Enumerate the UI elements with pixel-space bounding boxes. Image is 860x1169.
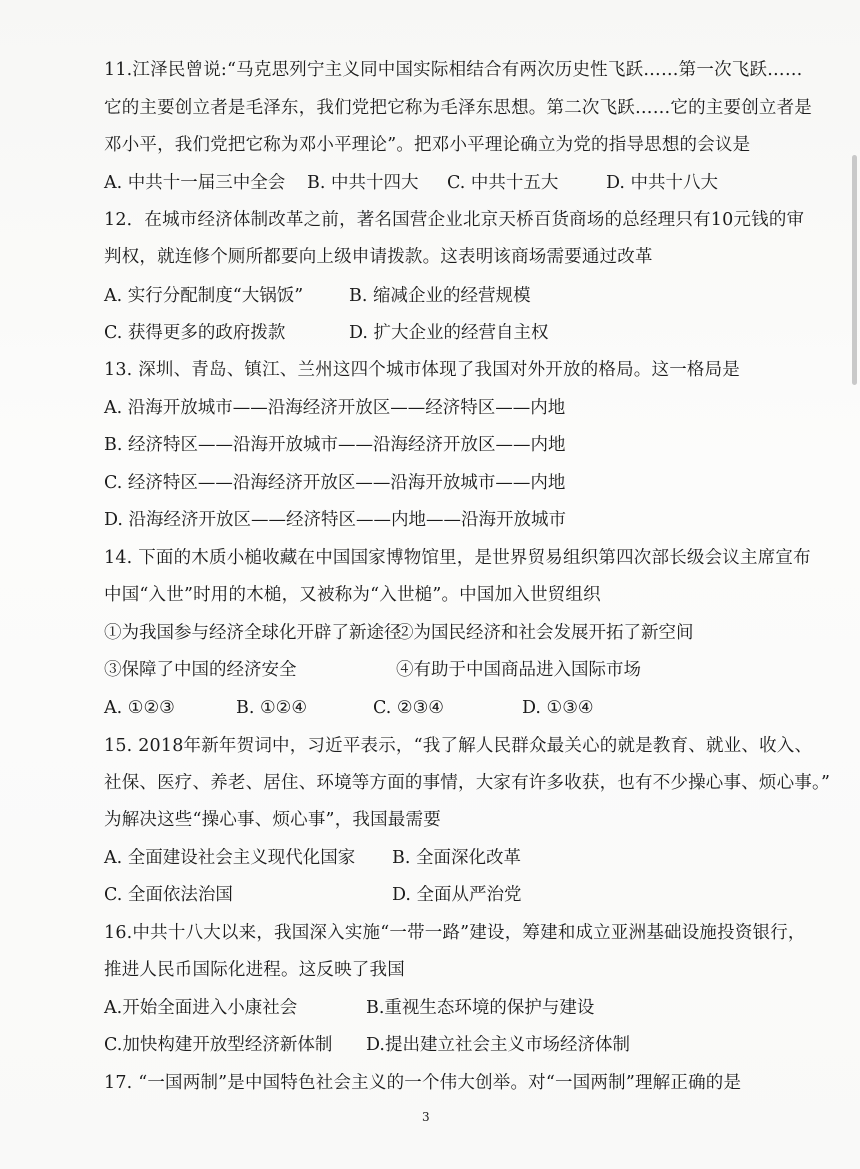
option-c: C.加快构建开放型经济新体制	[104, 1035, 333, 1055]
question-stem-line: 为解决这些“操心事、烦心事”，我国最需要	[104, 810, 441, 830]
option-c: C. 中共十五大	[447, 173, 559, 193]
question-stem-line: 12．在城市经济体制改革之前，著名国营企业北京天桥百货商场的总经理只有10元钱的审	[104, 210, 805, 230]
option-a: A. 全面建设社会主义现代化国家	[104, 848, 356, 868]
option-d: D. ①③④	[522, 698, 594, 718]
option-d: D. 全面从严治党	[392, 885, 522, 905]
question-stem-line: 16.中共十八大以来，我国深入实施“一带一路”建设，筹建和成立亚洲基础设施投资银行，	[104, 923, 806, 943]
option-b: B. 全面深化改革	[392, 848, 521, 868]
option-c: C. 经济特区——沿海经济开放区——沿海开放城市——内地	[104, 473, 566, 493]
question-stem-line: 13. 深圳、青岛、镇江、兰州这四个城市体现了我国对外开放的格局。这一格局是	[104, 360, 740, 380]
question-stem-line: 邓小平，我们党把它称为邓小平理论”。把邓小平理论确立为党的指导思想的会议是	[104, 135, 751, 155]
statement-2: ②为国民经济和社会发展开拓了新空间	[396, 623, 694, 643]
option-c: C. 全面依法治国	[104, 885, 233, 905]
option-b: B. 经济特区——沿海开放城市——沿海经济开放区——内地	[104, 435, 566, 455]
question-stem-line: 11.江泽民曾说:“马克思列宁主义同中国实际相结合有两次历史性飞跃……第一次飞跃……	[104, 60, 803, 80]
option-b: B. 中共十四大	[307, 173, 419, 193]
option-d: D. 扩大企业的经营自主权	[349, 323, 549, 343]
statement-4: ④有助于中国商品进入国际市场	[396, 660, 641, 680]
option-a: A. ①②③	[104, 698, 175, 718]
option-b: B. 缩减企业的经营规模	[349, 286, 531, 306]
page-number: 3	[422, 1110, 430, 1124]
scrollbar-thumb[interactable]	[852, 155, 857, 385]
question-stem-line: 判权，就连修个厕所都要向上级申请拨款。这表明该商场需要通过改革	[104, 247, 653, 267]
option-c: C. 获得更多的政府拨款	[104, 323, 286, 343]
option-a: A.开始全面进入小康社会	[104, 998, 298, 1018]
option-b: B.重视生态环境的保护与建设	[366, 998, 595, 1018]
option-d: D. 中共十八大	[606, 173, 719, 193]
option-a: A. 沿海开放城市——沿海经济开放区——经济特区——内地	[104, 398, 566, 418]
option-b: B. ①②④	[236, 698, 308, 718]
option-a: A. 中共十一届三中全会	[104, 173, 286, 193]
statement-3: ③保障了中国的经济安全	[104, 660, 297, 680]
question-stem-line: 中国“入世”时用的木槌，又被称为“入世槌”。中国加入世贸组织	[104, 585, 601, 605]
statement-1: ①为我国参与经济全球化开辟了新途径	[104, 623, 402, 643]
option-d: D.提出建立社会主义市场经济体制	[366, 1035, 630, 1055]
option-d: D. 沿海经济开放区——经济特区——内地——沿海开放城市	[104, 510, 567, 530]
question-stem-line: 社保、医疗、养老、居住、环境等方面的事情，大家有许多收获，也有不少操心事、烦心事。”	[104, 773, 831, 793]
option-a: A. 实行分配制度“大锅饭”	[104, 286, 304, 306]
question-stem-line: 14. 下面的木质小槌收藏在中国国家博物馆里，是世界贸易组织第四次部长级会议主席宣布	[104, 548, 811, 568]
option-c: C. ②③④	[373, 698, 444, 718]
question-stem-line: 推进人民币国际化进程。这反映了我国	[104, 960, 405, 980]
question-stem-line: 它的主要创立者是毛泽东，我们党把它称为毛泽东思想。第二次飞跃……它的主要创立者是	[104, 98, 812, 118]
question-stem-line: 17. “一国两制”是中国特色社会主义的一个伟大创举。对“一国两制”理解正确的是	[104, 1073, 742, 1093]
question-stem-line: 15. 2018年新年贺词中，习近平表示，“我了解人民群众最关心的就是教育、就业、收入、	[104, 736, 813, 756]
